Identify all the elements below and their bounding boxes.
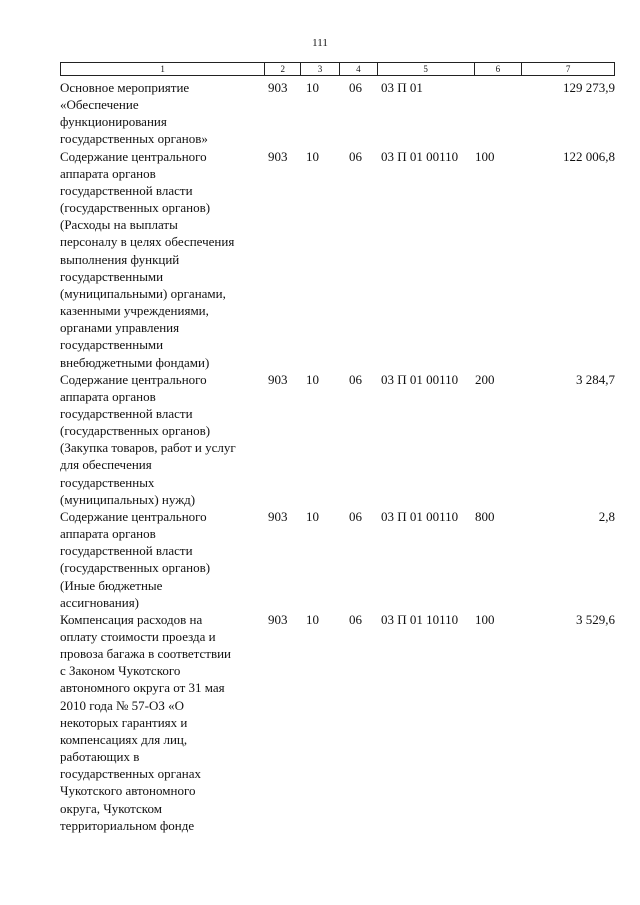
row-name: Компенсация расходов на оплату стоимости проезда и провоза багажа в соответствии с Законом Чукотского автономного округа от 31 мая 2010 года № 57-ОЗ «О некоторых гарантиях и компенсациях для лиц, работающих в государственных органах Чукотского автономного округа, Чукотском территориальном фонде (60, 611, 231, 833)
row-expense-type: 800 (475, 508, 495, 524)
row-subsection: 06 (349, 371, 362, 387)
row-subsection: 06 (349, 148, 362, 164)
row-section: 10 (306, 148, 319, 164)
row-section: 10 (306, 80, 319, 95)
row-section: 10 (306, 611, 319, 627)
row-name: Основное мероприятие «Обеспечение функционирования государственных органов» (60, 80, 208, 147)
header-col-3: 3 (301, 63, 340, 75)
row-amount: 129 273,9 (563, 80, 615, 95)
row-admin-code: 903 (268, 80, 288, 95)
row-expense-type: 100 (475, 611, 495, 627)
table-header (60, 62, 615, 76)
row-name: Содержание центрального аппарата органов государственной власти (государственных органов) (Иные бюджетные ассигнования) (60, 508, 211, 610)
header-col-6: 6 (475, 63, 523, 75)
table-body (60, 79, 620, 834)
row-name: Содержание центрального аппарата органов государственной власти (государственных органов) (Расходы на выплаты персоналу в целях обеспечения выполнения функций государственными (муниципальными) органами, казенными учреждениями, органами управления государственными внебюджетными фондами) (60, 148, 235, 370)
row-target-article: 03 П 01 00110 (381, 508, 459, 524)
table-row (60, 79, 620, 148)
row-section: 10 (306, 371, 319, 387)
table-row (60, 148, 620, 371)
row-subsection: 06 (349, 611, 362, 627)
header-col-1: 1 (61, 63, 265, 75)
table-row (60, 371, 620, 508)
row-amount: 3 284,7 (576, 371, 615, 387)
header-col-2: 2 (265, 63, 301, 75)
row-admin-code: 903 (268, 148, 288, 164)
row-section: 10 (306, 508, 319, 524)
header-col-4: 4 (340, 63, 378, 75)
row-amount: 122 006,8 (563, 148, 615, 164)
row-target-article: 03 П 01 (381, 80, 423, 95)
row-admin-code: 903 (268, 371, 288, 387)
page-number: 111 (312, 37, 328, 49)
table-row (60, 611, 620, 834)
row-target-article: 03 П 01 00110 (381, 371, 459, 387)
row-subsection: 06 (349, 508, 362, 524)
row-target-article: 03 П 01 10110 (381, 611, 459, 627)
header-col-7: 7 (565, 64, 571, 74)
table-row (60, 508, 620, 611)
row-admin-code: 903 (268, 611, 288, 627)
row-subsection: 06 (349, 80, 362, 95)
row-admin-code: 903 (268, 508, 288, 524)
row-expense-type (475, 79, 523, 96)
row-amount: 3 529,6 (576, 611, 615, 627)
row-amount: 2,8 (598, 508, 615, 524)
row-target-article: 03 П 01 00110 (381, 148, 459, 164)
row-expense-type: 200 (475, 371, 495, 387)
row-expense-type: 100 (475, 148, 495, 164)
row-name: Содержание центрального аппарата органов государственной власти (государственных органов) (Закупка товаров, работ и услуг для обеспечения государственных (муниципальных) нужд) (60, 371, 236, 507)
header-col-5: 5 (378, 63, 475, 75)
